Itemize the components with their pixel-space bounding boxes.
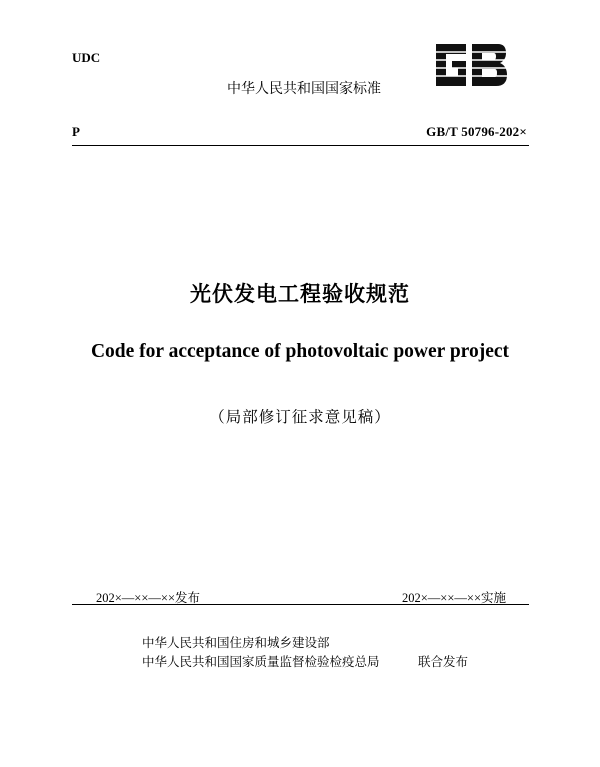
udc-label: UDC: [72, 50, 101, 65]
implementation-date: 202×—××—××实施: [402, 591, 506, 605]
header-divider: [72, 145, 529, 146]
publisher-ministry-housing: 中华人民共和国住房和城乡建设部: [142, 635, 330, 650]
document-title-english: Code for acceptance of photovoltaic power project: [90, 341, 510, 362]
footer-divider: [72, 604, 529, 605]
publisher-quality-supervision: 中华人民共和国国家质量监督检验检疫总局: [142, 654, 380, 669]
document-title-chinese: 光伏发电工程验收规范: [190, 282, 410, 306]
issue-date: 202×—××—××发布: [96, 591, 200, 605]
category-code: P: [72, 124, 80, 139]
draft-note: （局部修订征求意见稿）: [209, 408, 391, 426]
standard-number: GB/T 50796-202×: [426, 124, 527, 139]
joint-issue-label: 联合发布: [418, 654, 469, 669]
national-standard-heading: 中华人民共和国国家标准: [227, 81, 381, 97]
